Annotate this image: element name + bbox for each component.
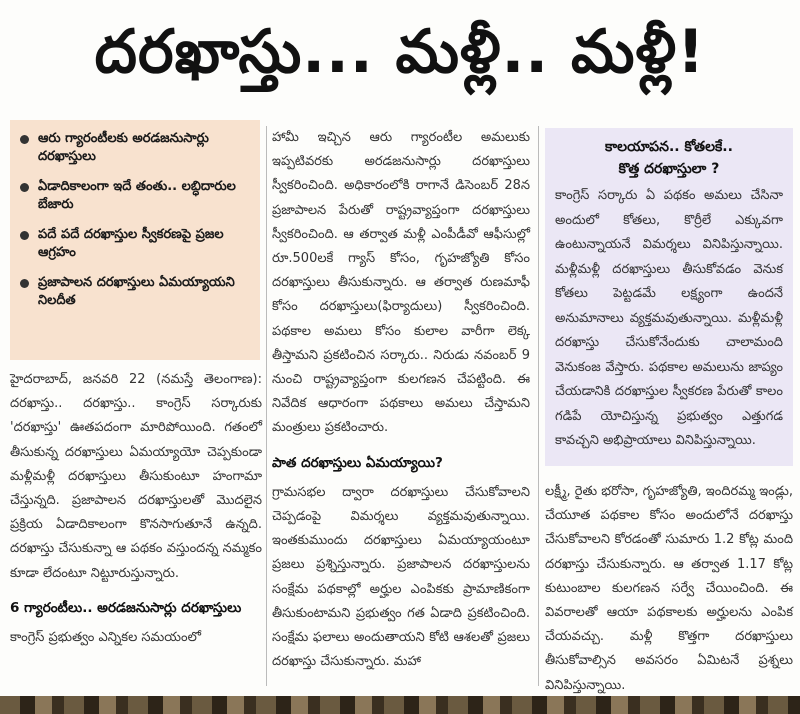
dateline-paragraph: హైదరాబాద్, జనవరి 22 (నమస్తే తెలంగాణ): దరఖాస్తు.. దరఖాస్తు.. కాంగ్రెస్ సర్కారుకు 'దరఖాస్తు' ఊతపదంగా మారిపోయింది. గతంలో తీసుకున్న దరఖాస్తులు ఏమయ్యాయో చెప్పకుండా మళ్లీమళ్లీ దరఖాస్తులు తీసుకుంటూ హంగామా చేస్తున్నది. ప్రజాపాలన దరఖాస్తులతో మొదలైన ప్రక్రియ ఏడాదికాలంగా కొనసాగుతూనే ఉన్నది. దరఖాస్తు చేసుకున్నా ఆ పథకం వస్తుందన్న నమ్మకం కూడా లేదంటూ నిట్టూరుస్తున్నారు.: [10, 372, 262, 581]
highlights-list: [18, 130, 252, 310]
sidebar-box: [545, 128, 793, 466]
sidebar-body: కాంగ్రెస్ సర్కారు ఏ పథకం అమలు చేసినా అందులో కోతలు, కొర్రీలే ఎక్కువగా ఉంటున్నాయనే విమర్శలు వినిపిస్తున్నాయి. మళ్లీమళ్లీ దరఖాస్తులు తీసుకోవడం వెనుక కోతలు పెట్టడమే లక్ష్యంగా ఉందనే అనుమానాలు వ్యక్తమవుతున్నాయి. మళ్లీమళ్లీ దరఖాస్తు చేసుకోనేందుకు చాలామంది వెనుకంజ వేస్తారు. పథకాల అమలును జాప్యం చేయడానికి దరఖాస్తుల స్వీకరణ పేరుతో కాలం గడిపే యోచిస్తున్న ప్రభుత్వం ఎత్తుగడ కావచ్చని అభిప్రాయాలు వినిపిస్తున్నాయి.: [555, 188, 783, 448]
column-divider: [538, 126, 539, 686]
column-1: [10, 368, 262, 650]
bottom-image-strip: [0, 696, 800, 714]
sidebar-subtitle: కొత్త దరఖాస్తులా ?: [618, 161, 720, 177]
sidebar-title: కాలయాపన.. కోతలకే..: [605, 139, 733, 155]
highlight-item: ఆరు గ్యారంటీలకు అరడజనుసార్లు దరఖాస్తులు: [18, 130, 252, 166]
paragraph: గ్రామసభల ద్వారా దరఖాస్తులు చేసుకోవాలని చెప్పడంపై విమర్శలు వ్యక్తమవుతున్నాయి. ఇంతకుముందు దరఖాస్తులు ఏమయ్యాయంటూ ప్రజలు ప్రశ్నిస్తున్నారు. ప్రజాపాలన దరఖాస్తులను సంక్షేమ పథకాల్లో అర్హుల ఎంపికకు ప్రామాణికంగా తీసుకుంటామని ప్రభుత్వం గత ఏడాది ప్రకటించింది. సంక్షేమ ఫలాలు అందుతాయని కోటి ఆశలతో ప్రజలు దరఖాస్తు చేసుకున్నారు. మహా: [272, 484, 530, 670]
column-2: [272, 126, 530, 674]
subheading-guarantees: 6 గ్యారంటీలు.. అరడజనుసార్లు దరఖాస్తులు: [10, 599, 242, 616]
highlight-item: పదే పదే దరఖాస్తుల స్వీకరణపై ప్రజల ఆగ్రహం: [18, 226, 252, 262]
highlights-box: [10, 120, 260, 360]
paragraph: లక్ష్మీ, రైతు భరోసా, గృహజ్యోతి, ఇందిరమ్మ ఇండ్లు, చేయూత పథకాల కోసం అందులోనే దరఖాస్తు చేసుకోవాలని కోరడంతో సుమారు 1.2 కోట్ల మంది దరఖాస్తు చేసుకున్నారు. ఆ తర్వాత 1.17 కోట్ల కుటుంబాల కులగణన సర్వే చేయించింది. ఈ వివరాలతో ఆయా పథకాలకు అర్హులను ఎంపిక చేయవచ్చు. మళ్లీ కొత్తగా దరఖాస్తులు తీసుకోవాల్సిన అవసరం ఏమిటనే ప్రశ్నలు వినిపిస్తున్నాయి.: [545, 484, 793, 693]
highlight-item: ప్రజాపాలన దరఖాస్తులు ఏమయ్యాయని నిలదీత: [18, 274, 252, 310]
paragraph: హామీ ఇచ్చిన ఆరు గ్యారంటీల అమలుకు ఇప్పటివరకు అరడజనుసార్లు దరఖాస్తులు స్వీకరించింది. అధికారంలోకి రాగానే డిసెంబర్ 28న ప్రజాపాలన పేరుతో రాష్ట్రవ్యాప్తంగా దరఖాస్తులు స్వీకరించింది. ఆ తర్వాత మళ్లీ ఎంపీడీవో ఆఫీసుల్లో రూ.500లకే గ్యాస్ కోసం, గృహజ్యోతి కోసం దరఖాస్తులు తీసుకున్నారు. ఆ తర్వాత రుణమాఫీ కోసం దరఖాస్తులు(ఫిర్యాదులు) స్వీకరించింది. పథకాల అమలు కోసం కులాల వారీగా లెక్క తీస్తామని ప్రకటించిన సర్కారు.. నిరుడు నవంబర్ 9 నుంచి రాష్ట్రవ్యాప్తంగా కులగణన చేపట్టింది. ఈ నివేదిక ఆధారంగా పథకాలు అమలు చేస్తామని మంత్రులు ప్రకటించారు.: [272, 130, 530, 436]
subheading-old-applications: పాత దరఖాస్తులు ఏమయ్యాయి?: [272, 454, 443, 471]
paragraph: కాంగ్రెస్ ప్రభుత్వం ఎన్నికల సమయంలో: [10, 630, 201, 646]
highlight-item: ఏడాదికాలంగా ఇదే తంతు.. లబ్ధిదారుల బేజారు: [18, 178, 252, 214]
column-3: [545, 480, 793, 698]
column-divider: [266, 126, 267, 686]
headline: దరఖాస్తు... మళ్లీ.. మళ్లీ!: [94, 17, 706, 87]
